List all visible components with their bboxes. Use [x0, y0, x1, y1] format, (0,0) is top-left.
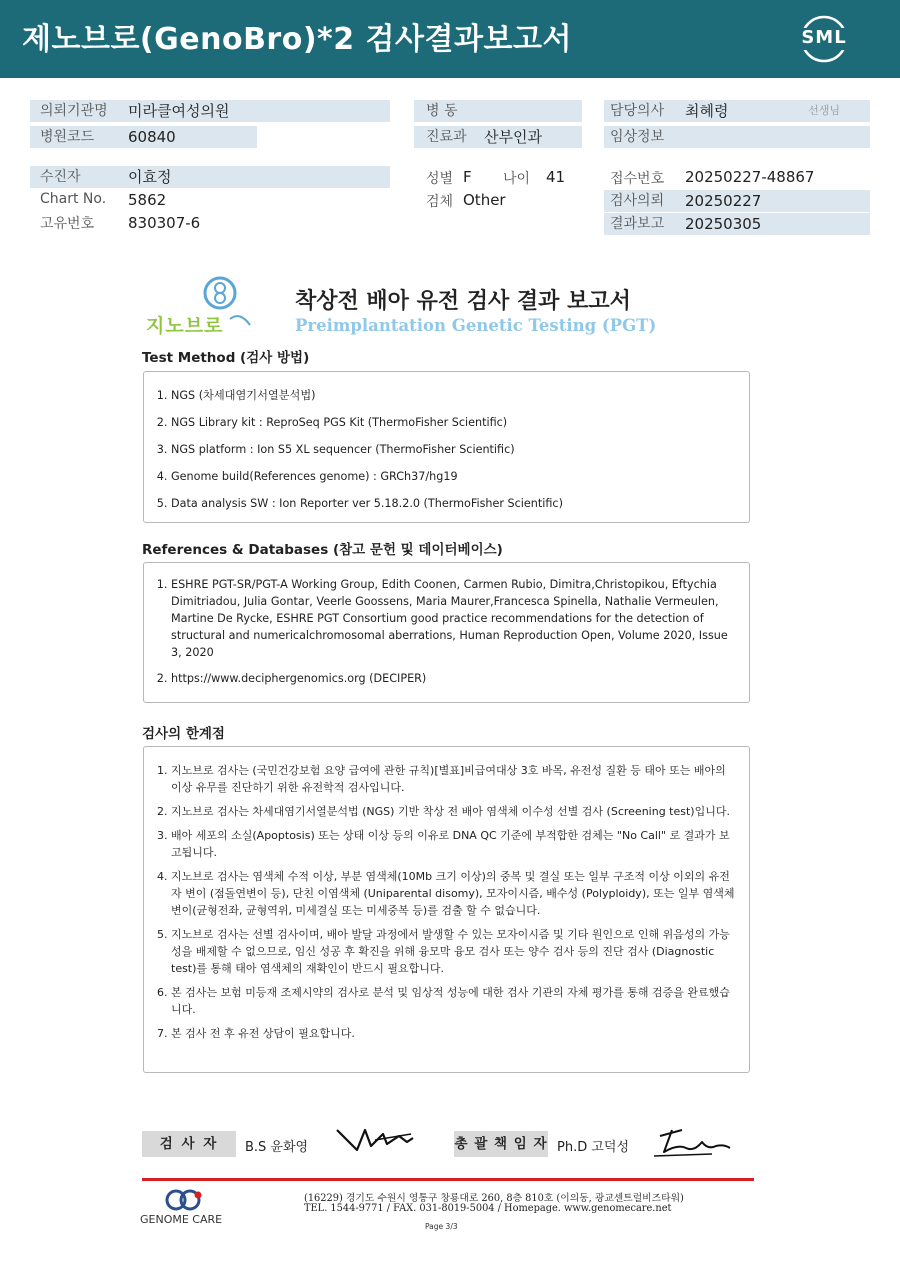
- sml-logo: SML: [798, 13, 850, 65]
- clinical-info-field: 임상정보: [604, 126, 870, 148]
- pgt-title: 착상전 배아 유전 검사 결과 보고서: [295, 289, 631, 314]
- age-value: 41: [546, 168, 566, 186]
- list-item: 3. NGS platform : Ion S5 XL sequencer (ThermoFisher Scientific): [171, 441, 739, 458]
- references-list: [144, 576, 749, 687]
- director-signature: [650, 1122, 732, 1162]
- chart-no-value: 5862: [128, 191, 167, 209]
- test-method-heading: Test Method (검사 방법): [142, 350, 310, 366]
- director-name: Ph.D 고덕성: [557, 1140, 630, 1155]
- sex-value: F: [463, 168, 472, 186]
- report-header: [0, 0, 900, 78]
- limitations-list: [144, 762, 749, 1042]
- patient-field: 수진자 이효정: [30, 166, 390, 188]
- references-box: [143, 562, 750, 703]
- list-item: 4. 지노브로 검사는 염색체 수적 이상, 부분 염색체(10Mb 크기 이상)의 중복 및 결실 또는 일부 구조적 이상 이외의 유전자 변이 (점돌연변이 등), 단친 이염색체 (Uniparental disomy), 모자이시즘, 배수성 (Polyploidy), 또는 일부 염색체 변이(균형전좌, 균형역위, 미세결실 또는 미세중복 등)를 검출 할 수 없습니다.: [171, 868, 739, 919]
- director-label: 총 괄 책 임 자: [454, 1131, 548, 1157]
- id-no-label: 고유번호: [40, 216, 95, 232]
- doctor-suffix: 선생님: [808, 104, 840, 117]
- footer-divider: [142, 1178, 754, 1181]
- list-item: 4. Genome build(References genome) : GRCh37/hg19: [171, 468, 739, 485]
- test-method-list: [144, 387, 749, 512]
- list-item: 1. 지노브로 검사는 (국민건강보험 요양 급여에 관한 규칙)[별표]비급여대상 3호 바목, 유전성 질환 등 태아 또는 배아의 이상 유무를 진단하기 위한 유전학적 검사입니다.: [171, 762, 739, 796]
- hospital-code-field: 병원코드 60840: [30, 126, 257, 148]
- examiner-name: B.S 윤화영: [245, 1140, 309, 1155]
- list-item: 2. https://www.deciphergenomics.org (DECIPER): [171, 670, 739, 687]
- references-heading: References & Databases (참고 문헌 및 데이터베이스): [142, 542, 503, 558]
- list-item: 5. 지노브로 검사는 선별 검사이며, 배아 발달 과정에서 발생할 수 있는 모자이시즘 및 기타 원인으로 인해 위음성의 가능성을 배제할 수 없으므로, 임신 성공 후 확진을 위해 융모막 융모 검사 또는 양수 검사 등의 진단 검사 (Diagnostic test)를 통해 태아 염색체의 재확인이 반드시 필요합니다.: [171, 926, 739, 977]
- examiner-signature: [335, 1124, 415, 1158]
- age-label: 나이: [503, 171, 531, 187]
- specimen-value: Other: [463, 191, 506, 209]
- id-no-value: 830307-6: [128, 214, 201, 232]
- list-item: 2. NGS Library kit : ReproSeq PGS Kit (ThermoFisher Scientific): [171, 414, 739, 431]
- receipt-no-label: 접수번호: [610, 171, 665, 187]
- report-title: 제노브로(GenoBro)*2 검사결과보고서: [22, 22, 572, 57]
- list-item: 2. 지노브로 검사는 차세대염기서열분석법 (NGS) 기반 착상 전 배아 염색체 이수성 선별 검사 (Screening test)입니다.: [171, 803, 739, 820]
- limitations-heading: 검사의 한계점: [142, 726, 225, 742]
- page-number: Page 3/3: [425, 1222, 458, 1231]
- chart-no-label: Chart No.: [40, 191, 107, 207]
- footer-contact: TEL. 1544-9771 / FAX. 031-8019-5004 / Homepage. www.genomecare.net: [304, 1203, 672, 1214]
- receipt-no-value: 20250227-48867: [685, 168, 815, 186]
- genobro-logo: [142, 275, 254, 337]
- genome-care-name: GENOME CARE: [140, 1213, 223, 1226]
- ward-field: 병 동: [414, 100, 582, 122]
- pgt-subtitle: Preimplantation Genetic Testing (PGT): [295, 316, 657, 335]
- list-item: 3. 배아 세포의 소실(Apoptosis) 또는 상태 이상 등의 이유로 DNA QC 기준에 부적합한 검체는 "No Call" 로 결과가 보고됩니다.: [171, 827, 739, 861]
- list-item: 6. 본 검사는 보험 미등재 조제시약의 검사로 분석 및 임상적 성능에 대한 검사 기관의 자체 평가를 통해 검증을 완료했습니다.: [171, 984, 739, 1018]
- list-item: 1. NGS (차세대염기서열분석법): [171, 387, 739, 404]
- sex-label: 성별: [426, 171, 454, 187]
- test-method-box: [143, 371, 750, 523]
- report-date-field: 결과보고 20250305: [604, 213, 870, 235]
- specimen-label: 검체: [426, 194, 454, 210]
- request-date-field: 검사의뢰 20250227: [604, 190, 870, 212]
- department-field: 진료과 산부인과: [414, 126, 582, 148]
- doctor-field: 담당의사 최혜령 선생님: [604, 100, 870, 122]
- footer-address: (16229) 경기도 수원시 영통구 창룡대로 260, 8층 810호 (이의동, 광교센트럴비즈타워): [304, 1193, 684, 1204]
- requesting-org-field: 의뢰기관명 미라클여성의원: [30, 100, 390, 122]
- list-item: 5. Data analysis SW : Ion Reporter ver 5.18.2.0 (ThermoFisher Scientific): [171, 495, 739, 512]
- examiner-label: 검 사 자: [142, 1131, 236, 1157]
- list-item: 7. 본 검사 전 후 유전 상담이 필요합니다.: [171, 1025, 739, 1042]
- limitations-box: [143, 746, 750, 1073]
- genobro-logo-text: 지노브로: [146, 315, 224, 337]
- list-item: 1. ESHRE PGT-SR/PGT-A Working Group, Edith Coonen, Carmen Rubio, Dimitra,Christopikou, Eftychia Dimitriadou, Julia Gontar, Veerle Goossens, Maria Maurer,Francesca Spinella, Nathalie Vermeulen, Martine De Rycke, ESHRE PGT Consortium good practice recommendations for the detection of structural and numericalchromosomal aberrations, Human Reproduction Open, Volume 2020, Issue 3, 2020: [171, 576, 739, 661]
